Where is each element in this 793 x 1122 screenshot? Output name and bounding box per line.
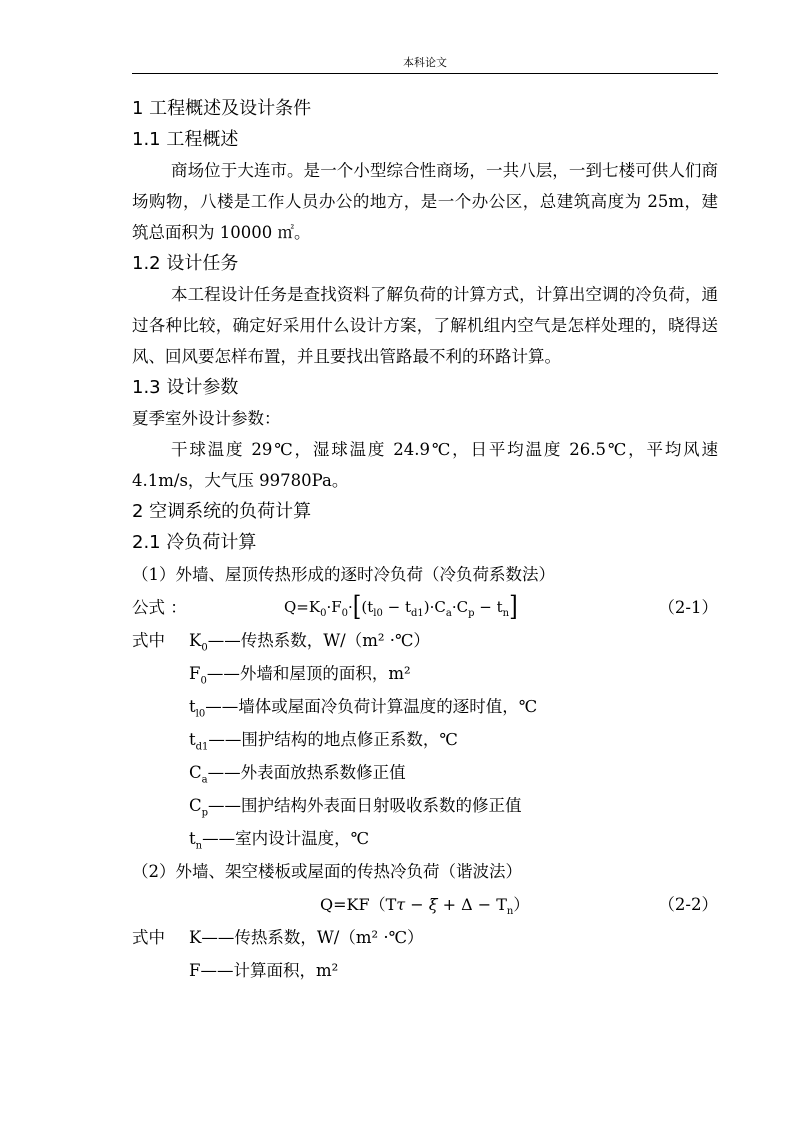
definition-row: [132, 657, 718, 690]
section-1-title: 1 工程概述及设计条件: [132, 98, 312, 119]
definition-symbol: F: [189, 961, 201, 980]
definition-subscript: l0: [195, 708, 206, 720]
section-1-1-paragraph: 商场位于大连市。是一个小型综合性商场，一共八层，一到七楼可供人们商场购物，八楼是工作人员办公的地方，是一个办公区，总建筑高度为 25m，建筑总面积为 10000 ㎡。: [132, 161, 718, 242]
section-1-3-subtitle: 夏季室外设计参数：: [132, 409, 281, 428]
definition-subscript: n: [195, 840, 203, 852]
definition-lead: 式中: [132, 928, 165, 947]
definition-text: ——围护结构的地点修正系数，℃: [208, 730, 458, 749]
definition-text: ——墙体或屋面冷负荷计算温度的逐时值，℃: [205, 697, 538, 716]
definition-symbol: $t_{d1}$: [189, 730, 209, 753]
section-1-1-title: 1.1 工程概述: [132, 129, 239, 150]
header-rule: [132, 73, 718, 74]
definition-row: [132, 789, 718, 822]
definition-text: ——传热系数，W/（m² ·℃）: [201, 928, 424, 947]
section-1-2-paragraph: 本工程设计任务是查找资料了解负荷的计算方式，计算出空调的冷负荷，通过各种比较，确定好采用什么设计方案，了解机组内空气是怎样处理的，晓得送风、回风要怎样布置，并且要找出管路最不利的环路计算。: [132, 285, 718, 366]
definition-row: [132, 921, 718, 954]
definition-text: ——外墙和屋顶的面积，m²: [206, 664, 411, 683]
definition-symbol: $t_{l0}$: [189, 697, 206, 720]
definition-lead: 式中: [132, 631, 165, 650]
formula-2-line: [132, 888, 718, 921]
definition-symbol: K: [189, 928, 202, 947]
formula-1-line: [132, 591, 718, 624]
definition-symbol: $C_p$: [189, 796, 209, 819]
definition-row: [132, 822, 718, 855]
equation-2-number: （2-2）: [658, 895, 718, 914]
section-1-3-paragraph: 干球温度 29℃，湿球温度 24.9℃，日平均温度 26.5℃，平均风速 4.1m/s，大气压 99780Pa。: [132, 440, 718, 490]
definition-text: ——室内设计温度，℃: [202, 829, 370, 848]
section-2-title: 2 空调系统的负荷计算: [132, 501, 312, 522]
definition-symbol: $F_0$: [189, 664, 207, 687]
definition-subscript: a: [201, 774, 208, 786]
definition-row: [132, 954, 718, 987]
definition-subscript: d1: [195, 741, 209, 753]
definition-subscript: p: [201, 807, 209, 819]
definition-text: ——计算面积，m²: [200, 961, 339, 980]
definitions-2: [132, 921, 718, 987]
definition-symbol: $K_0$: [189, 631, 208, 654]
running-header: 本科论文: [403, 56, 447, 69]
formula-label: 公式 ：: [132, 598, 187, 617]
item-1-heading: （1）外墙、屋顶传热形成的逐时冷负荷（冷负荷系数法）: [132, 565, 555, 584]
formula-1: $Q=K_0\cdot F_0\cdot[(t_{l0} - t_{d1})\cdot C_a\cdot C_p - t_n]$: [284, 591, 518, 623]
section-2-1-title: 2.1 冷负荷计算: [132, 532, 257, 553]
definition-symbol: $C_a$: [189, 763, 208, 786]
definition-subscript: 0: [201, 642, 208, 654]
definition-text: ——传热系数，W/（m² ·℃）: [207, 631, 430, 650]
item-2-heading: （2）外墙、架空楼板或屋面的传热冷负荷（谐波法）: [132, 862, 522, 881]
definition-text: ——外表面放热系数修正值: [207, 763, 406, 782]
definition-row: [132, 690, 718, 723]
definition-subscript: 0: [200, 675, 207, 687]
definition-text: ——围护结构外表面日射吸收系数的修正值: [208, 796, 522, 815]
definition-row: [132, 624, 718, 657]
definition-row: [132, 756, 718, 789]
definitions-1: [132, 624, 718, 855]
section-1-2-title: 1.2 设计任务: [132, 253, 239, 274]
definition-row: [132, 723, 718, 756]
formula-2: $Q=KF(T\tau - \xi + \Delta - T_n)$: [320, 895, 530, 918]
equation-1-number: （2-1）: [658, 598, 718, 617]
page-body: [132, 93, 718, 987]
definition-symbol: $t_n$: [189, 829, 203, 852]
section-1-3-title: 1.3 设计参数: [132, 377, 239, 398]
